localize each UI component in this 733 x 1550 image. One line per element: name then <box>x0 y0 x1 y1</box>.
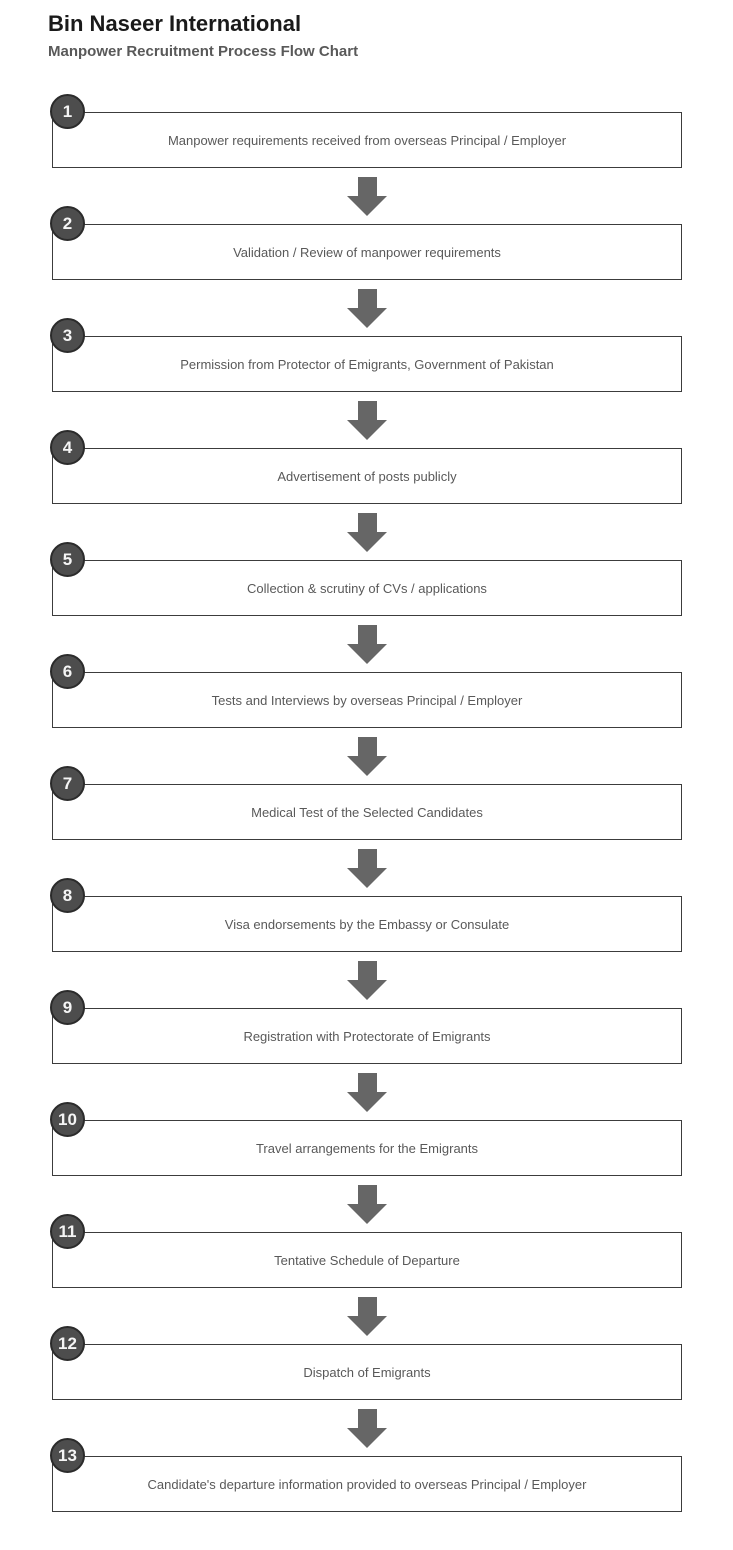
step-number: 10 <box>58 1110 77 1129</box>
step-label: Permission from Protector of Emigrants, Government of Pakistan <box>180 356 554 372</box>
down-arrow-icon <box>52 616 682 672</box>
down-arrow-icon <box>52 392 682 448</box>
flow-step <box>52 1222 682 1344</box>
page-subtitle: Manpower Recruitment Process Flow Chart <box>48 43 359 61</box>
step-number-badge <box>50 430 85 465</box>
step-label: Advertisement of posts publicly <box>277 468 457 484</box>
down-arrow-head <box>347 196 387 216</box>
step-number: 12 <box>58 1334 77 1353</box>
step-box <box>52 1110 682 1176</box>
down-arrow-icon <box>52 280 682 336</box>
flow-step <box>52 326 682 448</box>
flow-step <box>52 886 682 1008</box>
step-number: 8 <box>62 886 73 905</box>
flow-step <box>52 1334 682 1456</box>
step-number-badge <box>50 654 85 689</box>
down-arrow-head <box>347 644 387 664</box>
step-number: 1 <box>62 102 73 121</box>
down-arrow-head <box>347 1316 387 1336</box>
down-arrow-head <box>347 868 387 888</box>
down-arrow-shaft <box>358 1297 377 1316</box>
down-arrow-shaft <box>358 625 377 644</box>
step-label: Validation / Review of manpower requirements <box>233 244 501 260</box>
down-arrow-head <box>347 1092 387 1112</box>
flow-step <box>52 102 682 224</box>
down-arrow-head <box>347 756 387 776</box>
down-arrow-shaft <box>358 401 377 420</box>
step-number: 13 <box>58 1446 77 1465</box>
page-title: Bin Naseer International <box>48 11 302 36</box>
step-label: Travel arrangements for the Emigrants <box>255 1140 479 1156</box>
down-arrow-shaft <box>358 177 377 196</box>
step-number: 6 <box>62 662 73 681</box>
step-box <box>52 438 682 504</box>
step-number: 11 <box>58 1222 77 1241</box>
down-arrow-icon <box>52 1400 682 1456</box>
step-label: Collection & scrutiny of CVs / applications <box>247 580 487 596</box>
step-label: Dispatch of Emigrants <box>303 1364 431 1380</box>
down-arrow-shaft <box>358 737 377 756</box>
step-label: Medical Test of the Selected Candidates <box>251 804 483 820</box>
step-box <box>52 774 682 840</box>
down-arrow-head <box>347 308 387 328</box>
step-label: Candidate's departure information provided to overseas Principal / Employer <box>147 1476 587 1492</box>
down-arrow-icon <box>52 728 682 784</box>
step-box <box>52 998 682 1064</box>
step-label: Tests and Interviews by overseas Principal / Employer <box>211 692 523 708</box>
down-arrow-shaft <box>358 1409 377 1428</box>
step-number: 7 <box>62 774 73 793</box>
down-arrow-icon <box>52 168 682 224</box>
flow-step <box>52 1110 682 1232</box>
step-number: 5 <box>62 550 73 569</box>
down-arrow-shaft <box>358 513 377 532</box>
down-arrow-icon <box>52 504 682 560</box>
step-label: Registration with Protectorate of Emigrants <box>243 1028 491 1044</box>
step-number-badge <box>50 766 85 801</box>
header <box>48 11 358 61</box>
flow-step <box>52 214 682 336</box>
step-number-badge <box>50 1438 85 1473</box>
step-number-badge <box>50 542 85 577</box>
down-arrow-head <box>347 1428 387 1448</box>
step-box <box>52 1446 682 1512</box>
step-number: 9 <box>62 998 73 1017</box>
step-label: Tentative Schedule of Departure <box>274 1252 460 1268</box>
flow-step <box>52 774 682 896</box>
flow-step <box>52 662 682 784</box>
step-number-badge <box>50 878 85 913</box>
step-number-badge <box>50 94 85 129</box>
down-arrow-icon <box>52 840 682 896</box>
step-box <box>52 326 682 392</box>
step-number-badge <box>50 1102 85 1137</box>
down-arrow-head <box>347 980 387 1000</box>
down-arrow-shaft <box>358 849 377 868</box>
step-number-badge <box>50 1326 85 1361</box>
step-label: Manpower requirements received from overseas Principal / Employer <box>167 132 567 148</box>
step-label: Visa endorsements by the Embassy or Consulate <box>224 916 510 932</box>
step-box <box>52 1334 682 1400</box>
flow-chart <box>52 102 682 1512</box>
flow-step <box>52 438 682 560</box>
step-box <box>52 550 682 616</box>
step-box <box>52 662 682 728</box>
step-box <box>52 102 682 168</box>
step-number-badge <box>50 990 85 1025</box>
flow-step <box>52 1446 682 1512</box>
down-arrow-icon <box>52 952 682 1008</box>
step-number: 2 <box>62 214 73 233</box>
down-arrow-shaft <box>358 1073 377 1092</box>
step-box <box>52 214 682 280</box>
flow-step <box>52 550 682 672</box>
step-number: 3 <box>62 326 73 345</box>
step-number-badge <box>50 206 85 241</box>
down-arrow-head <box>347 532 387 552</box>
down-arrow-shaft <box>358 961 377 980</box>
step-box <box>52 886 682 952</box>
down-arrow-icon <box>52 1064 682 1120</box>
down-arrow-shaft <box>358 289 377 308</box>
down-arrow-head <box>347 1204 387 1224</box>
step-box <box>52 1222 682 1288</box>
down-arrow-shaft <box>358 1185 377 1204</box>
down-arrow-icon <box>52 1288 682 1344</box>
flow-step <box>52 998 682 1120</box>
down-arrow-icon <box>52 1176 682 1232</box>
down-arrow-head <box>347 420 387 440</box>
step-number-badge <box>50 1214 85 1249</box>
step-number: 4 <box>62 438 73 457</box>
step-number-badge <box>50 318 85 353</box>
